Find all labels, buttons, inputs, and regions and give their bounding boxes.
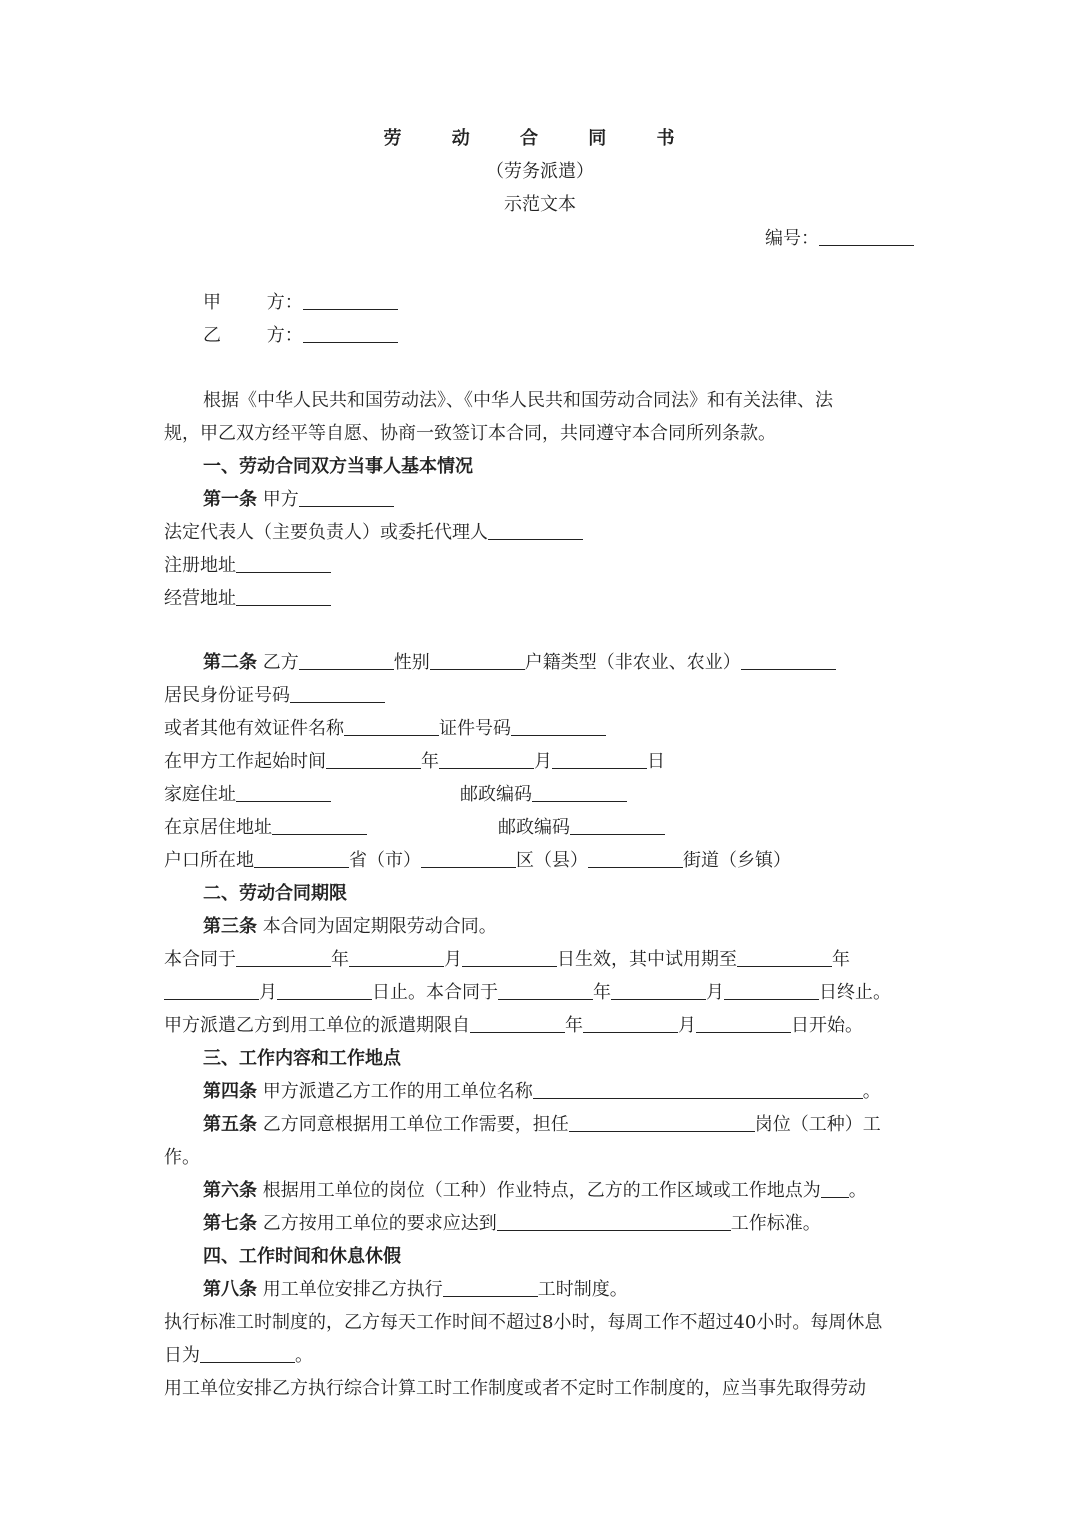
home-postcode: [460, 780, 1080, 810]
article-4-text: 甲方派遣乙方工作的用工单位名称: [262, 1081, 533, 1102]
blank: [470, 1014, 565, 1033]
preamble-line-1: 根据《中华人民共和国劳动法》、《中华人民共和国劳动合同法》和有关法律、法: [203, 390, 833, 411]
blank: [462, 948, 557, 967]
month-label: 月: [444, 949, 462, 970]
section-2-heading: 二、劳动合同期限: [203, 883, 347, 904]
blank: [236, 948, 331, 967]
blank: [552, 750, 647, 769]
article-3-label: 第三条: [203, 916, 257, 937]
blank: [511, 717, 606, 736]
flexible-hours-line: 用工单位安排乙方执行综合计算工时工作制度或者不定时工作制度的，应当事先取得劳动: [164, 1378, 866, 1399]
term-line-2: [164, 978, 1080, 1008]
blank: [737, 948, 832, 967]
article-8-label: 第八条: [203, 1279, 257, 1300]
district-label: 区（县）: [516, 850, 588, 871]
term-line-1: [164, 945, 1080, 975]
article-5-label: 第五条: [203, 1114, 257, 1135]
month-label: 月: [259, 982, 277, 1003]
postcode-label: 邮政编码: [498, 817, 570, 838]
document-subtitle: （劳务派遣）: [486, 161, 594, 182]
post-label: 岗位（工种）工: [754, 1114, 881, 1135]
article-2-text: 乙方: [262, 652, 299, 673]
article-8: [203, 1275, 1080, 1305]
document-title: 劳 动 合 同 书: [383, 128, 697, 149]
term-terminate-label: 日终止。: [819, 982, 891, 1003]
article-2-label: 第二条: [203, 652, 257, 673]
id-number-label: 居民身份证号码: [164, 685, 290, 706]
legal-rep-line: [164, 518, 1080, 548]
blank: [272, 816, 367, 835]
month-label: 月: [706, 982, 724, 1003]
article-6-text: 根据用工单位的岗位（工种）作业特点，乙方的工作区域或工作地点为: [262, 1180, 821, 1201]
template-note: 示范文本: [504, 194, 576, 215]
blank: [236, 587, 331, 606]
blank: [696, 1014, 791, 1033]
period: 。: [862, 1081, 881, 1102]
beijing-postcode: [498, 813, 1080, 843]
period: 。: [848, 1180, 867, 1201]
other-id-line: [164, 714, 1080, 744]
blank: [164, 981, 259, 1000]
day-label: 日: [647, 751, 665, 772]
blank: [236, 554, 331, 573]
other-id-no-label: 证件号码: [439, 718, 511, 739]
article-2: [203, 648, 1080, 678]
standard-hours-line-1: 执行标准工时制度的，乙方每天工作时间不超过8小时，每周工作不超过40小时。每周休息: [164, 1312, 883, 1333]
year-label: 年: [593, 982, 611, 1003]
blank: [430, 651, 525, 670]
rest-day-label: 日为: [164, 1345, 200, 1366]
hours-system-label: 工时制度。: [537, 1279, 628, 1300]
legal-rep-label: 法定代表人（主要负责人）或委托代理人: [164, 522, 488, 543]
year-label: 年: [832, 949, 850, 970]
article-4: [203, 1077, 1080, 1107]
street-label: 街道（乡镇）: [683, 850, 791, 871]
party-b-blank: [303, 324, 398, 343]
dispatch-start-label: 日开始。: [791, 1015, 863, 1036]
start-time-label: 在甲方工作起始时间: [164, 751, 326, 772]
article-7: [203, 1209, 1080, 1239]
article-5: [203, 1110, 1080, 1140]
standard-hours-line-2: [164, 1341, 1080, 1371]
blank: [497, 1212, 731, 1231]
blank: [290, 684, 385, 703]
blank: [254, 849, 349, 868]
party-a-label: 甲 方：: [203, 292, 303, 313]
blank: [326, 750, 421, 769]
hukou-loc-line: [164, 846, 1080, 876]
preamble-line-2: 规，甲乙双方经平等自愿、协商一致签订本合同，共同遵守本合同所列条款。: [164, 423, 776, 444]
article-6: [203, 1176, 1080, 1206]
blank: [349, 948, 444, 967]
section-3-heading: 三、工作内容和工作地点: [203, 1048, 401, 1069]
blank: [532, 783, 627, 802]
beijing-addr-label: 在京居住地址: [164, 817, 272, 838]
postcode-label: 邮政编码: [460, 784, 532, 805]
hukou-loc-label: 户口所在地: [164, 850, 254, 871]
biz-addr-label: 经营地址: [164, 588, 236, 609]
contract-number: [765, 224, 1080, 254]
blank: [299, 651, 394, 670]
party-a-blank: [303, 291, 398, 310]
blank: [200, 1344, 295, 1363]
section-1-heading: 一、劳动合同双方当事人基本情况: [203, 456, 473, 477]
term-start-label: 本合同于: [164, 949, 236, 970]
blank: [488, 521, 583, 540]
party-b-line: [203, 321, 1080, 351]
blank: [569, 1113, 755, 1132]
blank: [724, 981, 819, 1000]
gender-label: 性别: [393, 652, 430, 673]
blank: [583, 1014, 678, 1033]
article-7-text: 乙方按用工单位的要求应达到: [262, 1213, 497, 1234]
term-end-label: 日止。本合同于: [372, 982, 498, 1003]
article-3-text: 本合同为固定期限劳动合同。: [262, 916, 497, 937]
blank: [611, 981, 706, 1000]
year-label: 年: [421, 751, 439, 772]
year-label: 年: [565, 1015, 583, 1036]
blank: [421, 849, 516, 868]
number-label: 编号：: [765, 228, 819, 249]
article-6-label: 第六条: [203, 1180, 257, 1201]
hukou-type-label: 户籍类型（非农业、农业）: [524, 652, 741, 673]
blank: [344, 717, 439, 736]
dispatch-period-label: 甲方派遣乙方到用工单位的派遣期限自: [164, 1015, 470, 1036]
article-7-label: 第七条: [203, 1213, 257, 1234]
number-blank: [819, 227, 914, 246]
province-label: 省（市）: [349, 850, 421, 871]
term-line-3: [164, 1011, 1080, 1041]
blank: [439, 750, 534, 769]
standard-label: 工作标准。: [730, 1213, 821, 1234]
month-label: 月: [678, 1015, 696, 1036]
blank: [236, 783, 331, 802]
other-id-name-label: 或者其他有效证件名称: [164, 718, 344, 739]
blank: [570, 816, 665, 835]
id-number-line: [164, 681, 1080, 711]
home-addr-label: 家庭住址: [164, 784, 236, 805]
period: 。: [295, 1345, 313, 1366]
article-8-text: 用工单位安排乙方执行: [262, 1279, 443, 1300]
blank: [443, 1278, 538, 1297]
article-4-label: 第四条: [203, 1081, 257, 1102]
article-5-text: 乙方同意根据用工单位工作需要，担任: [262, 1114, 569, 1135]
blank: [588, 849, 683, 868]
reg-addr-line: [164, 551, 1080, 581]
article-5-cont: 作。: [164, 1147, 200, 1168]
blank: [498, 981, 593, 1000]
blank: [741, 651, 836, 670]
section-4-heading: 四、工作时间和休息休假: [203, 1246, 401, 1267]
month-label: 月: [534, 751, 552, 772]
blank: [821, 1179, 849, 1198]
year-label: 年: [331, 949, 349, 970]
article-1-text: 甲方: [262, 489, 299, 510]
biz-addr-line: [164, 584, 1080, 614]
probation-label: 日生效，其中试用期至: [557, 949, 737, 970]
blank: [277, 981, 372, 1000]
start-time-line: [164, 747, 1080, 777]
article-1: [203, 485, 1080, 515]
party-a-line: [203, 288, 1080, 318]
reg-addr-label: 注册地址: [164, 555, 236, 576]
article-1-label: 第一条: [203, 489, 257, 510]
party-b-label: 乙 方：: [203, 325, 303, 346]
blank: [299, 488, 394, 507]
blank: [533, 1080, 863, 1099]
article-3: [203, 912, 1080, 942]
